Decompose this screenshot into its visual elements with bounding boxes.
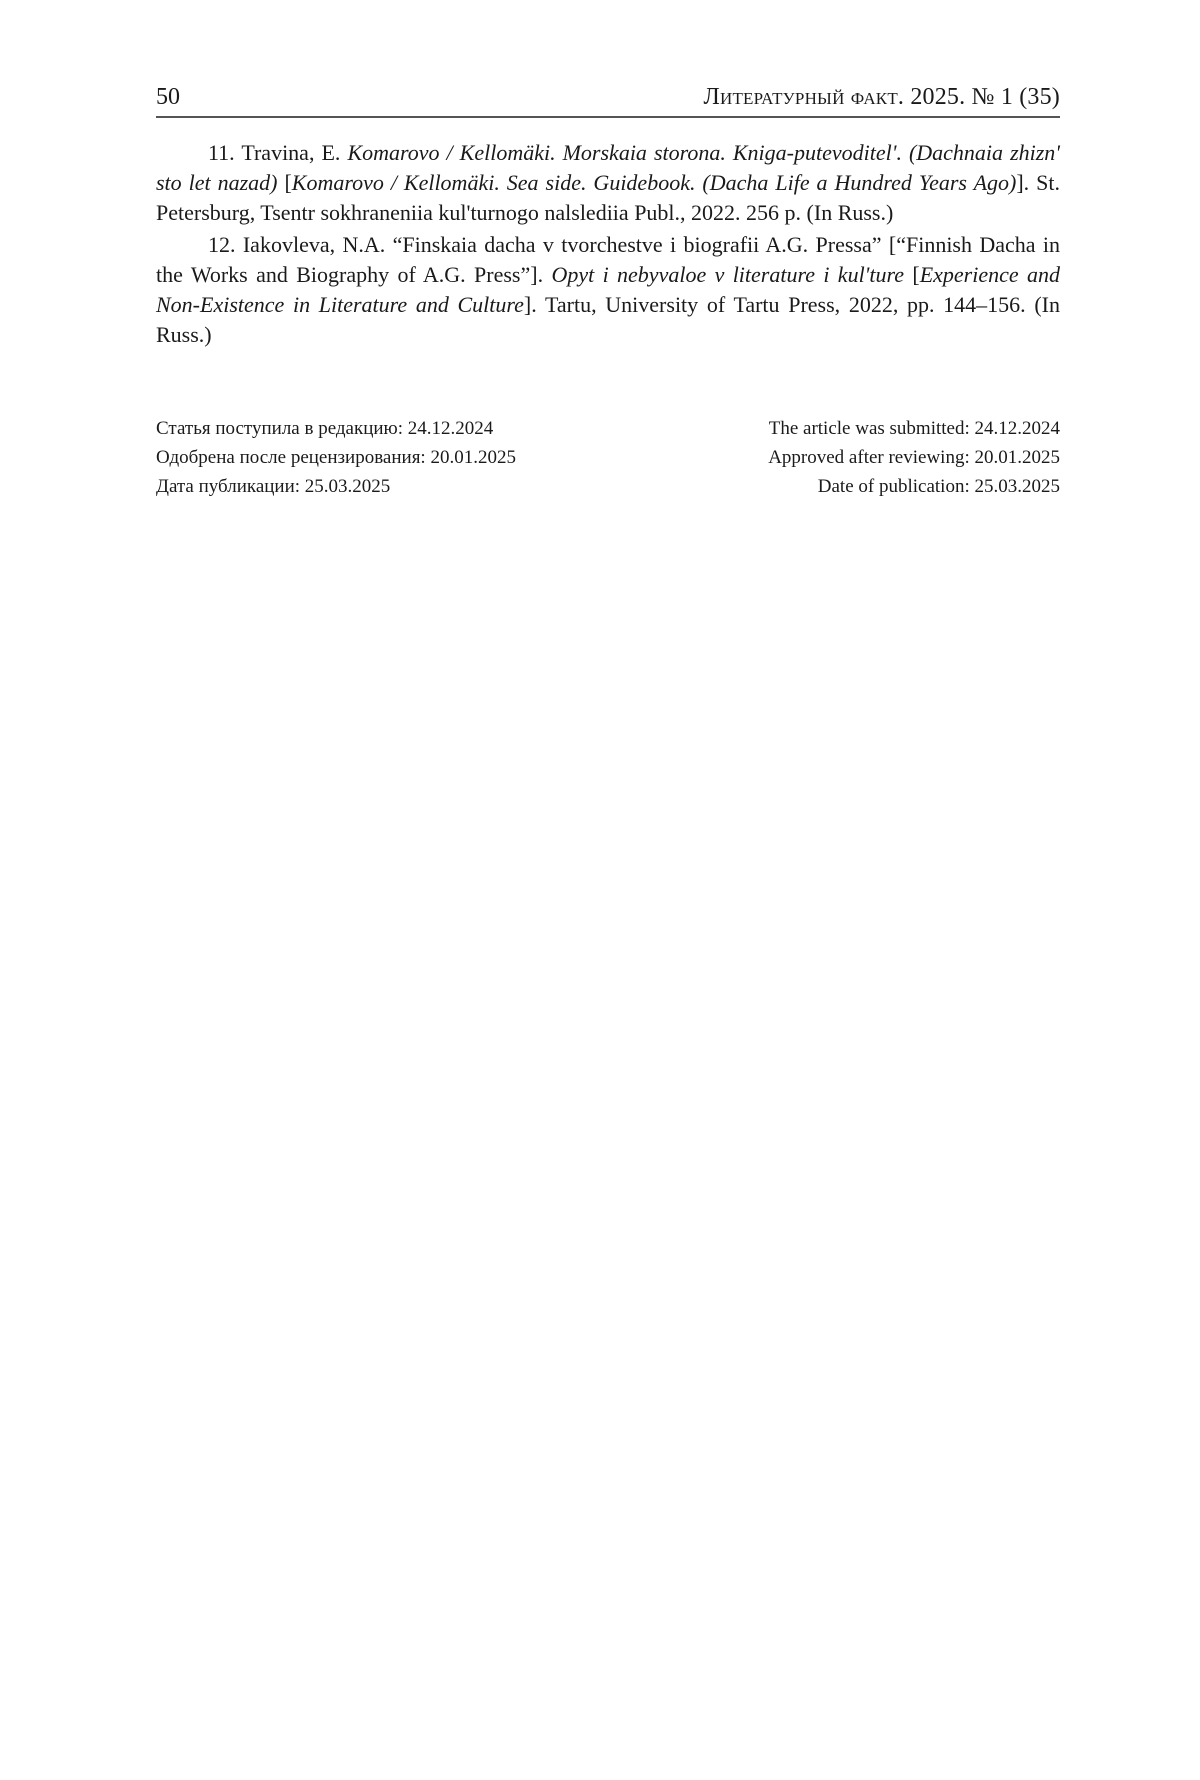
dates-russian [156,414,516,501]
ref-article: “Finskaia dacha v tvorchestve i biografii A.G. Pressa” [“Finnish Dacha in the Works and Biography of A.G. Press”]. [156,232,1061,287]
ref-collection-translit: Opyt i nebyvaloe v literature i kul'ture [551,262,905,287]
reference-item-12: 12. Iakovleva, N.A. “Finskaia dacha v tvorchestve i biografii A.G. Pressa” [“Finnish Dacha in the Works and Biography of A.G. Press”]. Opyt i nebyvaloe v literature i kul'ture [Experience and Non-Existence in Literature and Culture]. Tartu, University of Tartu Press, 2022, pp. 144–156. (In Russ.) [156,232,1061,347]
ref-title-translit: Komarovo / Kellomäki. Morskaia storona. Kniga-putevoditel'. (Dachnaia zhizn' sto let nazad) [156,140,1061,195]
journal-title: Литературный факт. 2025. № 1 (35) [703,84,1060,110]
ref-author: Travina, E. [241,140,341,165]
reference-item-11: 11. Travina, E. Komarovo / Kellomäki. Morskaia storona. Kniga-putevoditel'. (Dachnaia zhizn' sto let nazad) [Komarovo / Kellomäki. Sea side. Guidebook. (Dacha Life a Hundred Years Ago)]. St. Petersburg, Tsentr sokhraneniia kul'turnogo nalslediia Publ., 2022. 256 p. (In Russ.) [156,140,1061,225]
date-submitted-en: The article was submitted: 24.12.2024 [768,418,1060,439]
date-approved-en: Approved after reviewing: 20.01.2025 [768,447,1060,468]
references-list [156,138,1060,350]
date-approved-ru: Одобрена после рецензирования: 20.01.2025 [156,447,516,468]
date-submitted-ru: Статья поступила в редакцию: 24.12.2024 [156,418,494,439]
page [156,82,1060,501]
date-published-ru: Дата публикации: 25.03.2025 [156,476,391,497]
ref-author: Iakovleva, N.A. [242,232,386,257]
ref-collection-translation: Experience and Non-Existence in Literature and Culture [156,262,1060,317]
ref-number: 11. [208,140,235,165]
dates-english [768,414,1060,501]
ref-publication: Tartu, University of Tartu Press, 2022, pp. 144–156. (In Russ.) [156,292,1060,347]
article-dates [156,414,1060,501]
ref-publication: St. Petersburg, Tsentr sokhraneniia kul'turnogo nalslediia Publ., 2022. 256 p. (In Russ.) [156,170,1060,225]
date-published-en: Date of publication: 25.03.2025 [817,476,1060,497]
ref-title-translation: Komarovo / Kellomäki. Sea side. Guidebook. (Dacha Life a Hundred Years Ago) [291,170,1017,195]
page-number: 50 [156,84,180,110]
running-header [156,82,1060,118]
ref-number: 12. [208,232,236,257]
